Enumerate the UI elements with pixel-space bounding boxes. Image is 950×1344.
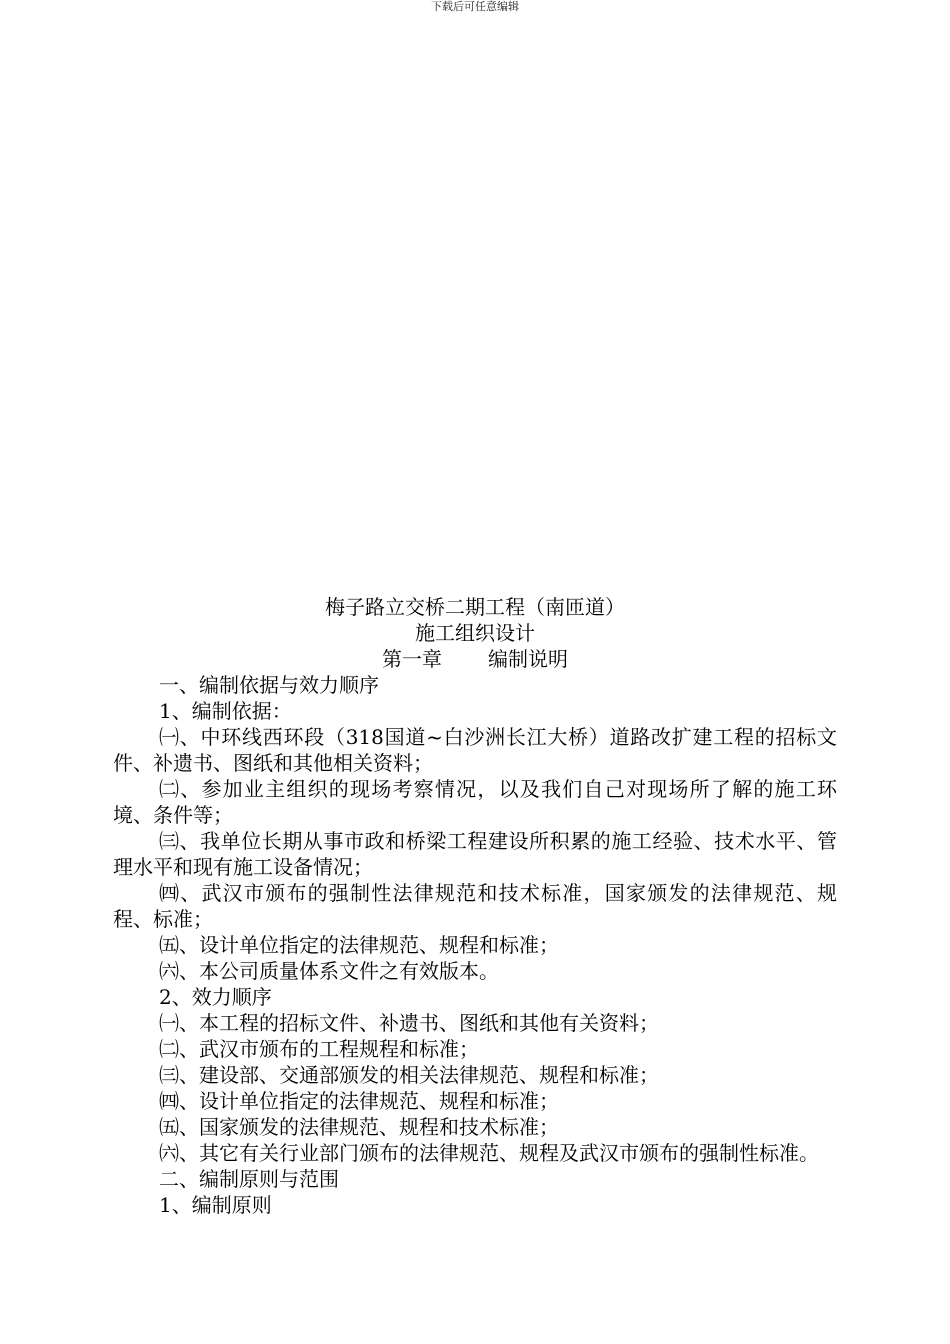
chapter-number: 第一章 bbox=[382, 647, 442, 671]
section-heading: 二、编制原则与范围 bbox=[159, 1167, 339, 1191]
list-item: ㈠、本工程的招标文件、补遗书、图纸和其他有关资料； bbox=[159, 1011, 659, 1035]
list-item: ㈥、其它有关行业部门颁布的法律规范、规程及武汉市颁布的强制性标准。 bbox=[159, 1141, 819, 1165]
list-item: ㈢、我单位长期从事市政和桥梁工程建设所积累的施工经验、技术水平、管理水平和现有施工设备情况； bbox=[113, 829, 837, 879]
chapter-name: 编制说明 bbox=[488, 647, 568, 671]
chapter-heading bbox=[113, 646, 837, 672]
list-item: ㈡、武汉市颁布的工程规程和标准； bbox=[159, 1037, 479, 1061]
section-heading: 一、编制依据与效力顺序 bbox=[159, 673, 379, 697]
list-item: ㈠、中环线西环段（318国道~白沙洲长江大桥）道路改扩建工程的招标文件、补遗书、图纸和其他相关资料； bbox=[113, 725, 837, 775]
subsection-heading: 2、效力顺序 bbox=[159, 985, 272, 1009]
document-body bbox=[113, 594, 837, 1218]
list-item: ㈤、国家颁发的法律规范、规程和技术标准； bbox=[159, 1115, 559, 1139]
list-item: ㈢、建设部、交通部颁发的相关法律规范、规程和标准； bbox=[159, 1063, 659, 1087]
document-title: 施工组织设计 bbox=[415, 621, 535, 645]
list-item: ㈣、设计单位指定的法律规范、规程和标准； bbox=[159, 1089, 559, 1113]
subsection-heading: 1、编制依据： bbox=[159, 699, 292, 723]
page-header-note: 下载后可任意编辑 bbox=[431, 0, 519, 13]
subsection-heading: 1、编制原则 bbox=[159, 1193, 272, 1217]
list-item: ㈡、参加业主组织的现场考察情况，以及我们自己对现场所了解的施工环境、条件等； bbox=[113, 777, 837, 827]
list-item: ㈤、设计单位指定的法律规范、规程和标准； bbox=[159, 933, 559, 957]
list-item: ㈥、本公司质量体系文件之有效版本。 bbox=[159, 959, 499, 983]
project-title: 梅子路立交桥二期工程（南匝道） bbox=[325, 595, 625, 619]
list-item: ㈣、武汉市颁布的强制性法律规范和技术标准，国家颁发的法律规范、规程、标准； bbox=[113, 881, 837, 931]
